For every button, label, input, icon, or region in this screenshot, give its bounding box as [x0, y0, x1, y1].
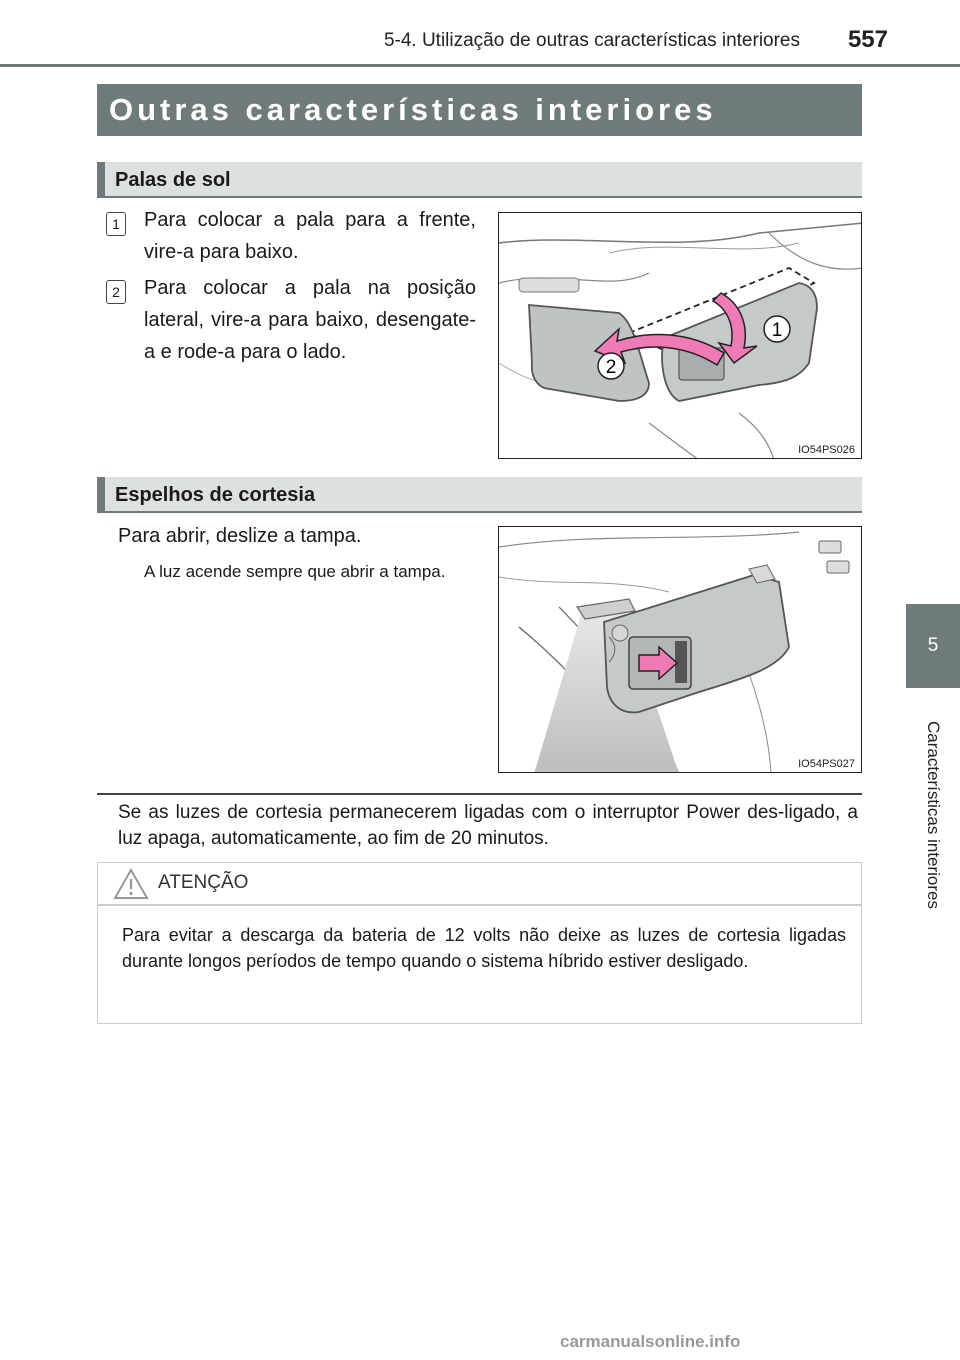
page-number: 557 — [847, 26, 888, 53]
section-heading-vanity-mirrors — [97, 477, 862, 513]
section-heading-sun-visors — [97, 162, 862, 198]
warning-triangle-icon — [113, 868, 149, 900]
caution-text: Para evitar a descarga da bateria de 12 volts não deixe as luzes de cortesia ligadas durante longos períodos de tempo quando o sistema híbrido estiver desligado. — [122, 925, 846, 971]
header-rule — [0, 64, 960, 67]
running-head: 5-4. Utilização de outras características interiores — [383, 30, 800, 51]
watermark: carmanualsonline.info — [560, 1332, 741, 1351]
section-heading-bar — [97, 477, 105, 511]
chapter-tab-label: Características interiores — [924, 720, 943, 909]
note-rule — [97, 793, 862, 795]
step-1-text: Para colocar a pala para a frente, vire-a para baixo. — [144, 209, 476, 263]
sun-visor-illustration — [499, 213, 862, 459]
section-heading-bar — [97, 162, 105, 196]
page-title: Outras características interiores — [97, 84, 862, 136]
step-2-text: Para colocar a pala na posição lateral, vire-a para baixo, desengate-a e rode-a para o lado. — [144, 277, 476, 363]
vanity-mirror-figure — [498, 526, 862, 773]
note-text: Se as luzes de cortesia permanecerem ligadas com o interruptor Power des-ligado, a luz apaga, automaticamente, ao fim de 20 minutos. — [118, 802, 858, 849]
step-marker-2: 2 — [106, 280, 126, 304]
callout-2: 2 — [605, 357, 617, 378]
caution-title: ATENÇÃO — [158, 872, 249, 893]
vanity-detail: A luz acende sempre que abrir a tampa. — [144, 562, 446, 581]
vanity-mirror-illustration — [499, 527, 862, 773]
section-heading-label: Palas de sol — [115, 169, 231, 191]
vanity-instruction: Para abrir, deslize a tampa. — [118, 525, 362, 547]
figure-code-2: IO54PS027 — [798, 758, 855, 770]
step-marker-1: 1 — [106, 212, 126, 236]
figure-code-1: IO54PS026 — [798, 444, 855, 456]
chapter-tab-number: 5 — [906, 604, 960, 688]
callout-1: 1 — [771, 320, 783, 341]
section-heading-label: Espelhos de cortesia — [115, 484, 316, 506]
caution-divider — [98, 904, 861, 906]
sun-visor-figure — [498, 212, 862, 459]
